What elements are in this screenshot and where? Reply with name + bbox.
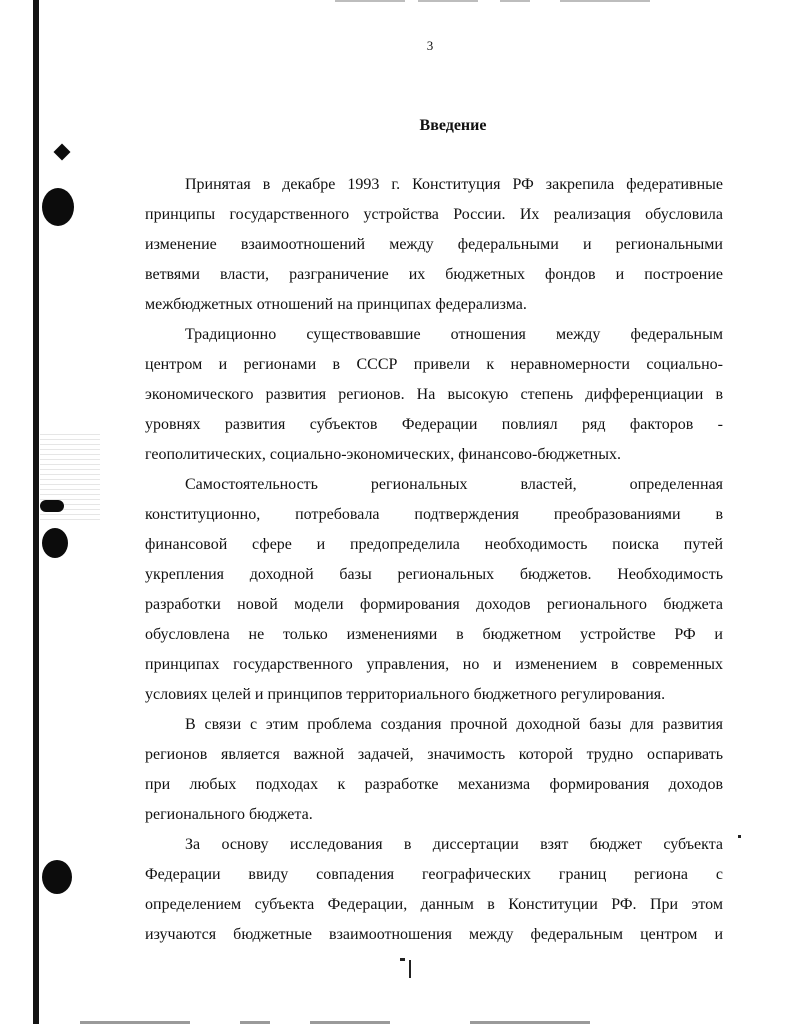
text-line: укрепления доходной базы региональных бюджетов. Необходимость (145, 566, 723, 583)
text-line: изучаются бюджетные взаимоотношения между федеральным центром и (145, 926, 723, 943)
paragraph-2 (145, 320, 723, 470)
text-line: межбюджетных отношений на принципах федерализма. (145, 296, 527, 313)
scan-edge-top (500, 0, 530, 2)
text-line: принципы государственного устройства России. Их реализация обусловила (145, 206, 723, 223)
text-line: экономического развития регионов. На высокую степень дифференциации в (145, 386, 723, 403)
text-line: условиях целей и принципов территориального бюджетного регулирования. (145, 686, 666, 703)
scan-speck (409, 960, 411, 978)
text-line: ветвями власти, разграничение их бюджетных фондов и построение (145, 266, 723, 283)
text-line: За основу исследования в диссертации взят бюджет субъекта (185, 836, 723, 853)
text-line: Самостоятельность региональных властей, определенная (185, 476, 723, 493)
punch-mark (40, 500, 64, 512)
punch-hole (42, 860, 72, 894)
text-line: регионов является важной задачей, значимость которой трудно оспаривать (145, 746, 723, 763)
text-line: геополитических, социально-экономических, финансово-бюджетных. (145, 446, 621, 463)
scan-edge-top (335, 0, 405, 2)
text-line: финансовой сфере и предопределила необходимость поиска путей (145, 536, 723, 553)
text-line: В связи с этим проблема создания прочной доходной базы для развития (185, 716, 723, 733)
scan-edge-top (560, 0, 650, 2)
paragraph-3 (145, 470, 723, 710)
text-line: разработки новой модели формирования доходов регионального бюджета (145, 596, 723, 613)
body-text (145, 170, 723, 950)
text-line: обусловлена не только изменениями в бюджетном устройстве РФ и (145, 626, 723, 643)
scan-speck (400, 958, 405, 961)
text-line: уровнях развития субъектов Федерации повлиял ряд факторов - (145, 416, 723, 433)
text-line: при любых подходах к разработке механизма формирования доходов (145, 776, 723, 793)
section-heading: Введение (419, 117, 487, 134)
paragraph-4 (145, 710, 723, 830)
text-line: определением субъекта Федерации, данным в Конституции РФ. При этом (145, 896, 723, 913)
text-line: Традиционно существовавшие отношения между федеральным (185, 326, 723, 343)
scan-edge-top (418, 0, 478, 2)
page-number: 3 (426, 38, 434, 53)
punch-mark (54, 144, 71, 161)
text-line: Принятая в декабре 1993 г. Конституция РФ закрепила федеративные (185, 176, 723, 193)
binding-bar (33, 0, 39, 1024)
text-line: принципах государственного управления, но и изменением в современных (145, 656, 723, 673)
scan-speck (738, 835, 741, 838)
punch-hole (42, 188, 74, 226)
paragraph-1 (145, 170, 723, 320)
text-line: изменение взаимоотношений между федеральными и региональными (145, 236, 723, 253)
punch-hole (42, 528, 68, 558)
text-line: Федерации ввиду совпадения географических границ региона с (145, 866, 723, 883)
text-line: конституционно, потребовала подтверждения преобразованиями в (145, 506, 723, 523)
text-line: центром и регионами в СССР привели к неравномерности социально- (145, 356, 723, 373)
paragraph-5 (145, 830, 723, 950)
text-line: регионального бюджета. (145, 806, 313, 823)
